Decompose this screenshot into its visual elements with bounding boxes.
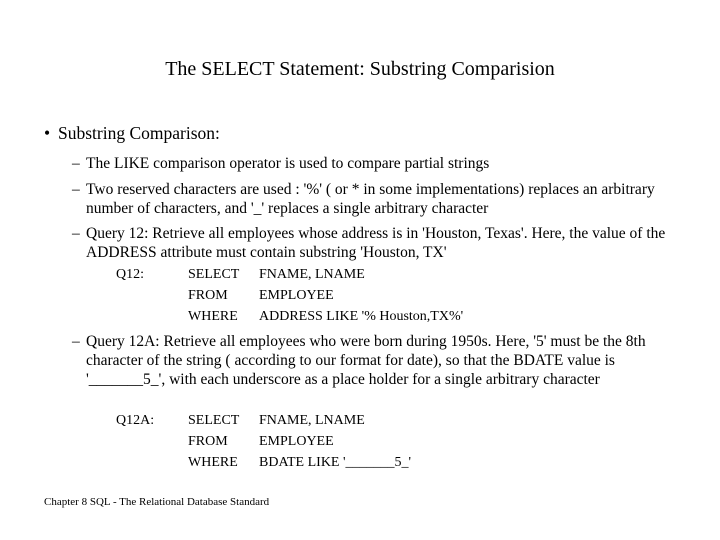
dash-marker: – — [72, 333, 80, 350]
sql-block-q12 — [116, 264, 536, 327]
sql-keyword: WHERE — [188, 455, 238, 470]
sql-keyword: WHERE — [188, 309, 238, 324]
dash-marker: – — [72, 181, 80, 198]
sub-bullet-text: The LIKE comparison operator is used to compare partial strings — [86, 155, 490, 172]
sql-argument: EMPLOYEE — [259, 288, 334, 303]
sql-line-from — [116, 431, 536, 452]
sub-bullet-query-12a — [72, 332, 682, 389]
sub-bullet-reserved-chars — [72, 180, 682, 218]
sql-keyword: SELECT — [188, 413, 240, 428]
sql-argument: FNAME, LNAME — [259, 413, 365, 428]
sql-keyword: SELECT — [188, 267, 240, 282]
sql-argument: FNAME, LNAME — [259, 267, 365, 282]
sql-keyword: FROM — [188, 288, 228, 303]
sub-bullet-text: Two reserved characters are used : '%' ( or * in some implementations) replaces an arbitrary number of characters, and '_' replaces a single arbitrary character — [86, 181, 655, 217]
sub-bullet-query-12 — [72, 224, 682, 262]
sql-argument: EMPLOYEE — [259, 434, 334, 449]
sub-bullet-like-operator — [72, 154, 682, 173]
dash-marker: – — [72, 225, 80, 242]
main-bullet-text: Substring Comparison: — [58, 123, 220, 143]
sql-line-select — [116, 410, 536, 431]
main-bullet — [44, 122, 220, 144]
sql-line-from — [116, 285, 536, 306]
sub-bullet-text: Query 12: Retrieve all employees whose address is in 'Houston, Texas'. Here, the value of the ADDRESS attribute must contain substring 'Houston, TX' — [86, 225, 666, 261]
bullet-dot: • — [44, 123, 51, 143]
query-label: Q12: — [116, 267, 144, 282]
sql-argument: ADDRESS LIKE '% Houston,TX%' — [259, 309, 464, 324]
sql-line-where — [116, 306, 536, 327]
sql-keyword: FROM — [188, 434, 228, 449]
sql-argument: BDATE LIKE '_______5_' — [259, 455, 412, 470]
query-label: Q12A: — [116, 413, 155, 428]
sql-line-where — [116, 452, 536, 473]
sub-bullet-text: Query 12A: Retrieve all employees who were born during 1950s. Here, '5' must be the 8th character of the string ( according to our format for date), so that the BDATE value is '_______5_', with each underscore as a place holder for a single arbitrary character — [86, 333, 646, 388]
sql-line-select — [116, 264, 536, 285]
dash-marker: – — [72, 155, 80, 172]
sql-block-q12a — [116, 410, 536, 473]
slide-title: The SELECT Statement: Substring Comparision — [165, 58, 555, 80]
slide-footer: Chapter 8 SQL - The Relational Database Standard — [44, 496, 270, 508]
